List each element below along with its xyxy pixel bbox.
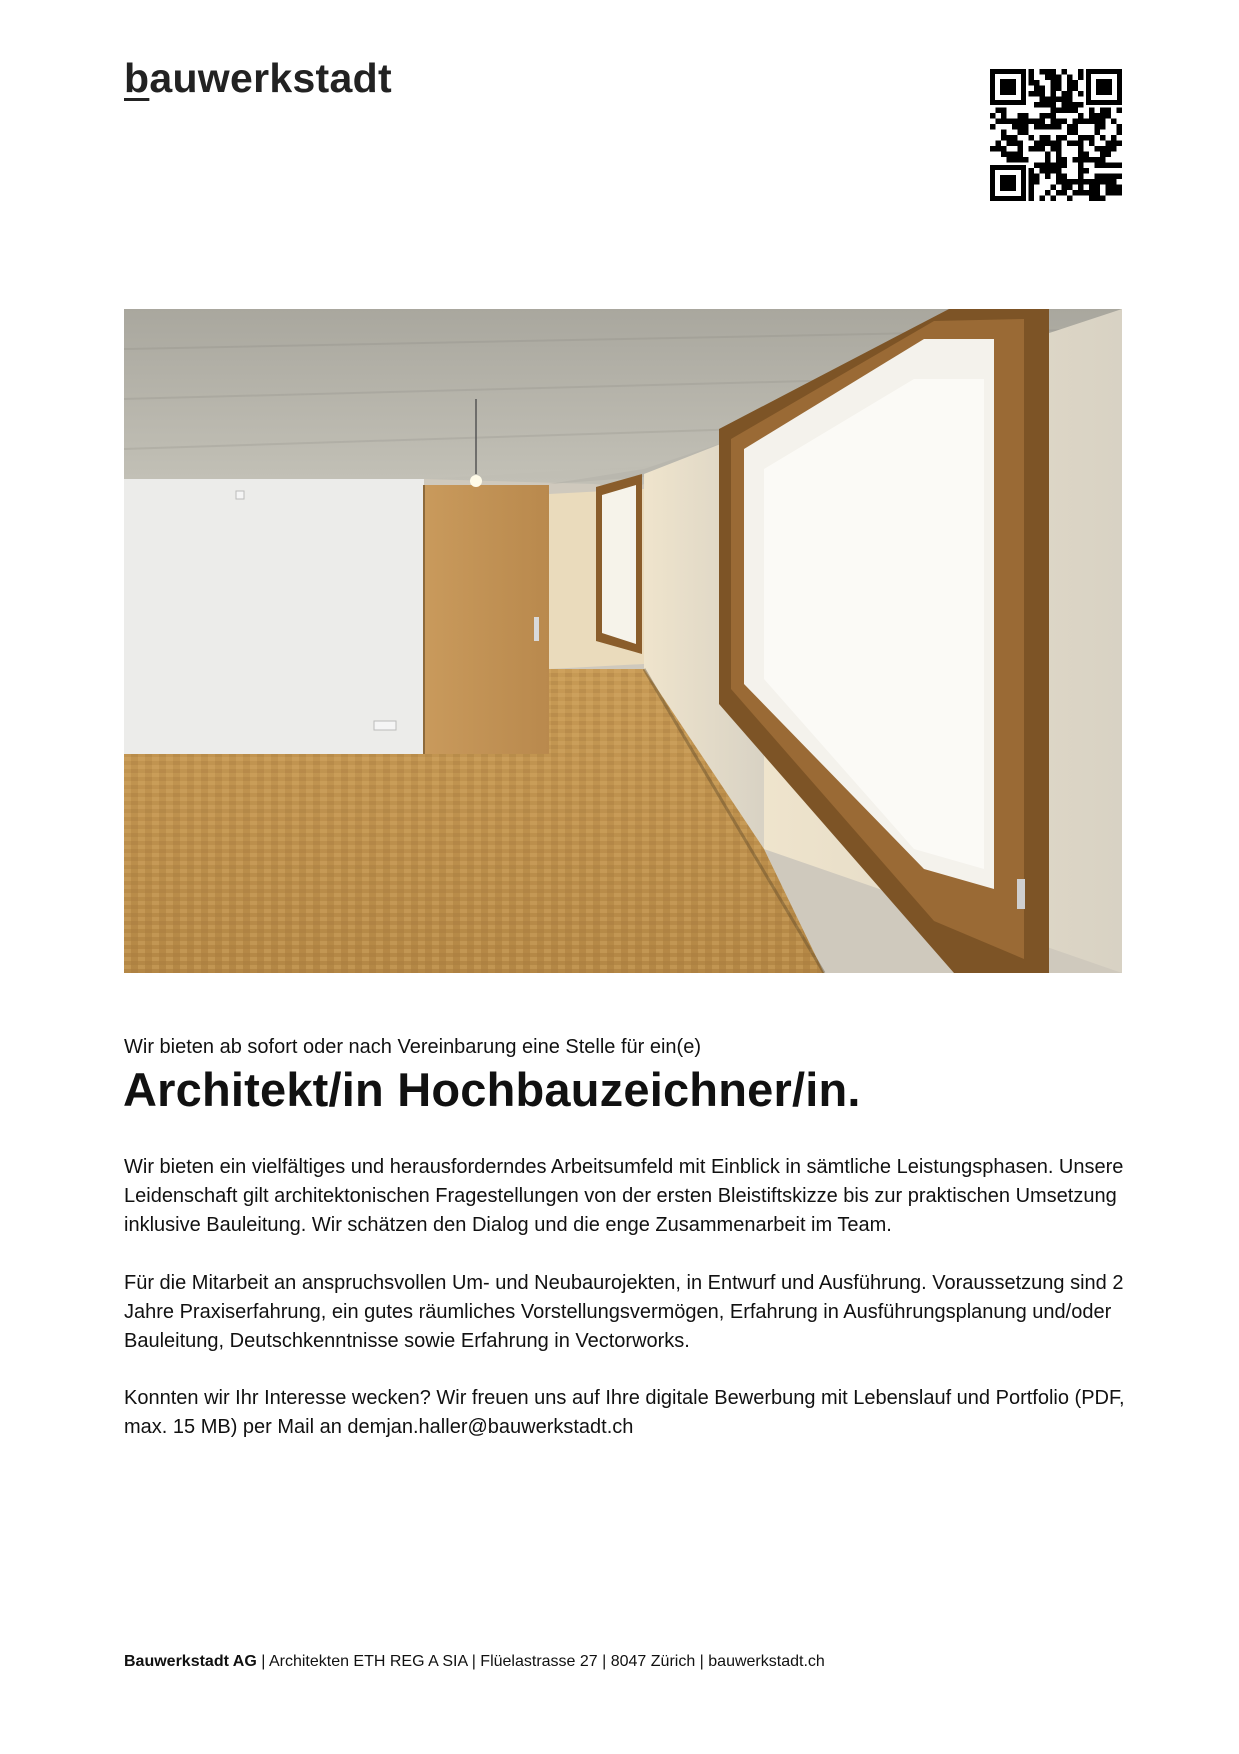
qr-module [1089, 185, 1095, 191]
qr-module [1034, 86, 1040, 92]
qr-module [1012, 135, 1018, 141]
qr-module [1040, 124, 1046, 130]
qr-module [1051, 163, 1057, 169]
paragraph-application: Konnten wir Ihr Interesse wecken? Wir freuen uns auf Ihre digitale Bewerbung mit Lebenslauf und Portfolio (PDF, max. 15 MB) per Mail an demjan.haller@bauwerkstadt.ch [124, 1387, 1125, 1438]
qr-module [1051, 108, 1057, 114]
qr-module [1095, 130, 1101, 136]
qr-module [1029, 168, 1035, 174]
qr-module [1051, 80, 1057, 86]
qr-module [1067, 75, 1073, 81]
qr-module [1073, 80, 1079, 86]
qr-module [1007, 119, 1013, 125]
qr-module [1029, 119, 1035, 125]
qr-module [1100, 174, 1106, 180]
qr-module [1078, 185, 1084, 191]
qr-module [1018, 113, 1024, 119]
qr-module [1018, 157, 1024, 163]
qr-module [1073, 141, 1079, 147]
qr-module [1051, 69, 1057, 75]
qr-module [1067, 130, 1073, 136]
logo-first-letter: b [124, 55, 150, 101]
qr-module [1062, 157, 1068, 163]
qr-module [1018, 141, 1024, 147]
qr-module [1095, 113, 1101, 119]
qr-module [1089, 141, 1095, 147]
qr-module [1106, 108, 1112, 114]
qr-module [1084, 168, 1090, 174]
qr-module [1034, 124, 1040, 130]
qr-module [1095, 157, 1101, 163]
qr-module [1023, 124, 1029, 130]
qr-module [1062, 179, 1068, 185]
qr-module [1106, 174, 1112, 180]
qr-module [1095, 124, 1101, 130]
qr-module [1045, 190, 1051, 196]
qr-module [1117, 108, 1123, 114]
qr-module [1111, 174, 1117, 180]
qr-module [1051, 119, 1057, 125]
qr-module [1029, 91, 1035, 97]
qr-module [1100, 179, 1106, 185]
qr-module [1095, 190, 1101, 196]
qr-module [1056, 75, 1062, 81]
qr-module [1034, 146, 1040, 152]
qr-module [1106, 190, 1112, 196]
qr-module [1045, 75, 1051, 81]
qr-module [1040, 141, 1046, 147]
qr-module [990, 113, 996, 119]
qr-module [1067, 124, 1073, 130]
qr-module [1018, 152, 1024, 158]
qr-module [1056, 141, 1062, 147]
qr-module [1034, 174, 1040, 180]
qr-module [1111, 146, 1117, 152]
qr-module [1001, 146, 1007, 152]
qr-module [1100, 152, 1106, 158]
qr-module [1067, 102, 1073, 108]
qr-module [1051, 75, 1057, 81]
qr-module [1078, 119, 1084, 125]
qr-module [1073, 130, 1079, 136]
qr-module [1040, 69, 1046, 75]
qr-module [1106, 146, 1112, 152]
qr-module [1051, 168, 1057, 174]
job-title-headline: Architekt/in Hochbauzeichner/in. [123, 1063, 861, 1116]
qr-module [1040, 119, 1046, 125]
qr-module [1001, 130, 1007, 136]
qr-module [1073, 179, 1079, 185]
qr-module [1095, 119, 1101, 125]
qr-module [1034, 179, 1040, 185]
qr-module [1117, 141, 1123, 147]
qr-module [1012, 152, 1018, 158]
qr-module [1062, 190, 1068, 196]
qr-module [1095, 179, 1101, 185]
qr-module [1040, 86, 1046, 92]
qr-module [1051, 124, 1057, 130]
qr-module [1062, 91, 1068, 97]
qr-module [1095, 196, 1101, 202]
qr-module [1100, 135, 1106, 141]
qr-module [1029, 185, 1035, 191]
qr-module [1040, 168, 1046, 174]
qr-module [1034, 163, 1040, 169]
qr-module [1084, 135, 1090, 141]
qr-module [1089, 196, 1095, 202]
qr-module [1040, 135, 1046, 141]
qr-module [1067, 91, 1073, 97]
qr-module [1106, 179, 1112, 185]
qr-code-graphic [990, 69, 1122, 201]
qr-module [1051, 185, 1057, 191]
qr-module [1056, 179, 1062, 185]
qr-code-icon [990, 69, 1122, 201]
qr-module [1089, 113, 1095, 119]
qr-module [1111, 141, 1117, 147]
qr-module [1007, 152, 1013, 158]
qr-module [996, 119, 1002, 125]
qr-module [1056, 80, 1062, 86]
qr-module [1078, 146, 1084, 152]
qr-module [1040, 102, 1046, 108]
qr-module [1100, 157, 1106, 163]
qr-module [1062, 185, 1068, 191]
qr-module [1095, 174, 1101, 180]
qr-module [1095, 163, 1101, 169]
qr-module [1106, 163, 1112, 169]
qr-module [1023, 130, 1029, 136]
qr-module [1067, 141, 1073, 147]
qr-module [1089, 190, 1095, 196]
qr-module [1117, 130, 1123, 136]
interior-room-photo [124, 309, 1122, 973]
qr-module [1106, 185, 1112, 191]
qr-module [1062, 119, 1068, 125]
qr-module [1056, 146, 1062, 152]
room-illustration [124, 309, 1122, 973]
qr-module [1045, 135, 1051, 141]
qr-module [1089, 179, 1095, 185]
qr-module [1045, 174, 1051, 180]
qr-module [1067, 196, 1073, 202]
qr-module [1084, 179, 1090, 185]
qr-module [1056, 119, 1062, 125]
qr-module [1045, 163, 1051, 169]
qr-module [1067, 80, 1073, 86]
qr-module [1100, 108, 1106, 114]
qr-module [1056, 190, 1062, 196]
qr-module [1078, 91, 1084, 97]
qr-module [1056, 152, 1062, 158]
qr-module [1056, 163, 1062, 169]
qr-module [996, 108, 1002, 114]
qr-module [1045, 113, 1051, 119]
qr-module [1062, 174, 1068, 180]
qr-module [1117, 174, 1123, 180]
qr-module [1001, 108, 1007, 114]
footer-company: Bauwerkstadt AG [124, 1653, 257, 1670]
qr-module [1045, 152, 1051, 158]
qr-module [1056, 168, 1062, 174]
qr-module [1034, 119, 1040, 125]
qr-module [1045, 69, 1051, 75]
qr-module [1051, 146, 1057, 152]
qr-module [1045, 102, 1051, 108]
qr-module [1012, 119, 1018, 125]
qr-module [990, 124, 996, 130]
qr-module [1106, 152, 1112, 158]
qr-module [1001, 152, 1007, 158]
qr-module [1062, 108, 1068, 114]
qr-module [1051, 86, 1057, 92]
qr-module [1062, 69, 1068, 75]
qr-module [1073, 102, 1079, 108]
qr-module [1051, 141, 1057, 147]
footer-details: | Architekten ETH REG A SIA | Flüelastrasse 27 | 8047 Zürich | bauwerkstadt.ch [256, 1653, 825, 1670]
qr-module [1056, 157, 1062, 163]
qr-module [1012, 157, 1018, 163]
qr-module [1062, 135, 1068, 141]
qr-module [1067, 185, 1073, 191]
qr-module [1111, 190, 1117, 196]
qr-module [1078, 168, 1084, 174]
qr-module [1045, 124, 1051, 130]
qr-module [1012, 141, 1018, 147]
qr-module [1089, 119, 1095, 125]
paragraph-offer: Wir bieten ein vielfältiges und herausforderndes Arbeitsumfeld mit Einblick in sämtliche Leistungsphasen. Unsere Leidenschaft gilt architektonischen Fragestellungen von der ersten Bleistiftskizze bis zur praktischen Umsetzung inklusive Bauleitung. Wir schätzen den Dialog und die enge Zusammenarbeit im Team. [124, 1156, 1124, 1236]
qr-module [1089, 135, 1095, 141]
qr-module [1078, 179, 1084, 185]
qr-module [1045, 97, 1051, 103]
qr-module [1029, 135, 1035, 141]
qr-module [1062, 102, 1068, 108]
qr-module [996, 146, 1002, 152]
qr-module [1089, 108, 1095, 114]
qr-module [1095, 185, 1101, 191]
qr-module [1084, 152, 1090, 158]
qr-module [1018, 146, 1024, 152]
qr-module [1073, 119, 1079, 125]
qr-module [1078, 69, 1084, 75]
qr-module [1029, 174, 1035, 180]
qr-module [1023, 113, 1029, 119]
qr-module [1106, 141, 1112, 147]
qr-module [1062, 163, 1068, 169]
qr-module [1073, 157, 1079, 163]
qr-module [1023, 157, 1029, 163]
qr-module [1034, 141, 1040, 147]
qr-module [1029, 75, 1035, 81]
qr-module [1111, 119, 1117, 125]
qr-module [1117, 163, 1123, 169]
qr-module [1051, 91, 1057, 97]
qr-module [1106, 113, 1112, 119]
qr-module [1067, 97, 1073, 103]
qr-module [1078, 157, 1084, 163]
qr-module [1111, 185, 1117, 191]
qr-module [1029, 69, 1035, 75]
footer [124, 1653, 825, 1671]
qr-module [1095, 146, 1101, 152]
qr-module [1029, 196, 1035, 202]
qr-module [1078, 135, 1084, 141]
qr-module [1040, 196, 1046, 202]
qr-module [1056, 86, 1062, 92]
qr-module [1018, 130, 1024, 136]
qr-module [1012, 124, 1018, 130]
qr-module [1078, 102, 1084, 108]
qr-module [1078, 113, 1084, 119]
qr-module [1056, 108, 1062, 114]
qr-module [1051, 97, 1057, 103]
qr-module [1040, 91, 1046, 97]
qr-module [1034, 80, 1040, 86]
qr-module [1067, 86, 1073, 92]
qr-module [1073, 124, 1079, 130]
qr-module [1111, 135, 1117, 141]
qr-module [1056, 174, 1062, 180]
qr-module [1062, 97, 1068, 103]
qr-module [1034, 102, 1040, 108]
qr-module [1018, 119, 1024, 125]
qr-module [1045, 168, 1051, 174]
qr-module [1001, 135, 1007, 141]
qr-module [1056, 124, 1062, 130]
qr-module [1084, 119, 1090, 125]
qr-module [1111, 163, 1117, 169]
qr-module [1045, 157, 1051, 163]
qr-module [1040, 113, 1046, 119]
qr-module [1056, 135, 1062, 141]
qr-module [1100, 124, 1106, 130]
qr-module [1029, 80, 1035, 86]
qr-module [1073, 86, 1079, 92]
qr-module [1078, 141, 1084, 147]
qr-module [1078, 152, 1084, 158]
qr-module [1040, 97, 1046, 103]
qr-module [1073, 190, 1079, 196]
qr-module [1100, 146, 1106, 152]
qr-module [1051, 113, 1057, 119]
qr-module [1073, 108, 1079, 114]
qr-module [1023, 119, 1029, 125]
qr-module [1089, 157, 1095, 163]
qr-module [1067, 179, 1073, 185]
qr-module [1056, 97, 1062, 103]
qr-module [1100, 113, 1106, 119]
qr-module [1100, 119, 1106, 125]
qr-module [990, 146, 996, 152]
qr-module [1051, 196, 1057, 202]
qr-module [1029, 179, 1035, 185]
logo-rest: auwerkstadt [149, 55, 392, 101]
qr-module [1029, 146, 1035, 152]
qr-module [1084, 190, 1090, 196]
qr-module [1100, 163, 1106, 169]
company-logo [124, 55, 392, 101]
qr-module [1078, 163, 1084, 169]
qr-module [1007, 157, 1013, 163]
qr-module [1117, 190, 1123, 196]
qr-module [1084, 157, 1090, 163]
qr-module [1040, 163, 1046, 169]
qr-module [1001, 119, 1007, 125]
qr-module [1078, 190, 1084, 196]
qr-module [1018, 124, 1024, 130]
qr-module [1111, 179, 1117, 185]
qr-module [1117, 185, 1123, 191]
qr-module [1067, 108, 1073, 114]
intro-text: Wir bieten ab sofort oder nach Vereinbarung eine Stelle für ein(e) [124, 1036, 702, 1058]
qr-module [996, 141, 1002, 147]
qr-module [1045, 141, 1051, 147]
qr-module [1051, 102, 1057, 108]
qr-module [1007, 135, 1013, 141]
qr-module [1078, 75, 1084, 81]
qr-module [1034, 91, 1040, 97]
qr-module [1040, 146, 1046, 152]
qr-module [1078, 174, 1084, 180]
qr-module [1029, 190, 1035, 196]
qr-module [1100, 196, 1106, 202]
qr-module [1001, 113, 1007, 119]
qr-module [1117, 124, 1123, 130]
qr-module [1007, 141, 1013, 147]
paragraph-requirements: Für die Mitarbeit an anspruchsvollen Um- und Neubaurojekten, in Entwurf und Ausführung. Voraussetzung sind 2 Jahre Praxiserfahrung, ein gutes räumliches Vorstellungsvermögen, Erfahrung in Ausführungsplanung und/oder Bauleitung, Deutschkenntnisse sowie Erfahrung in Vectorworks. [124, 1272, 1124, 1352]
